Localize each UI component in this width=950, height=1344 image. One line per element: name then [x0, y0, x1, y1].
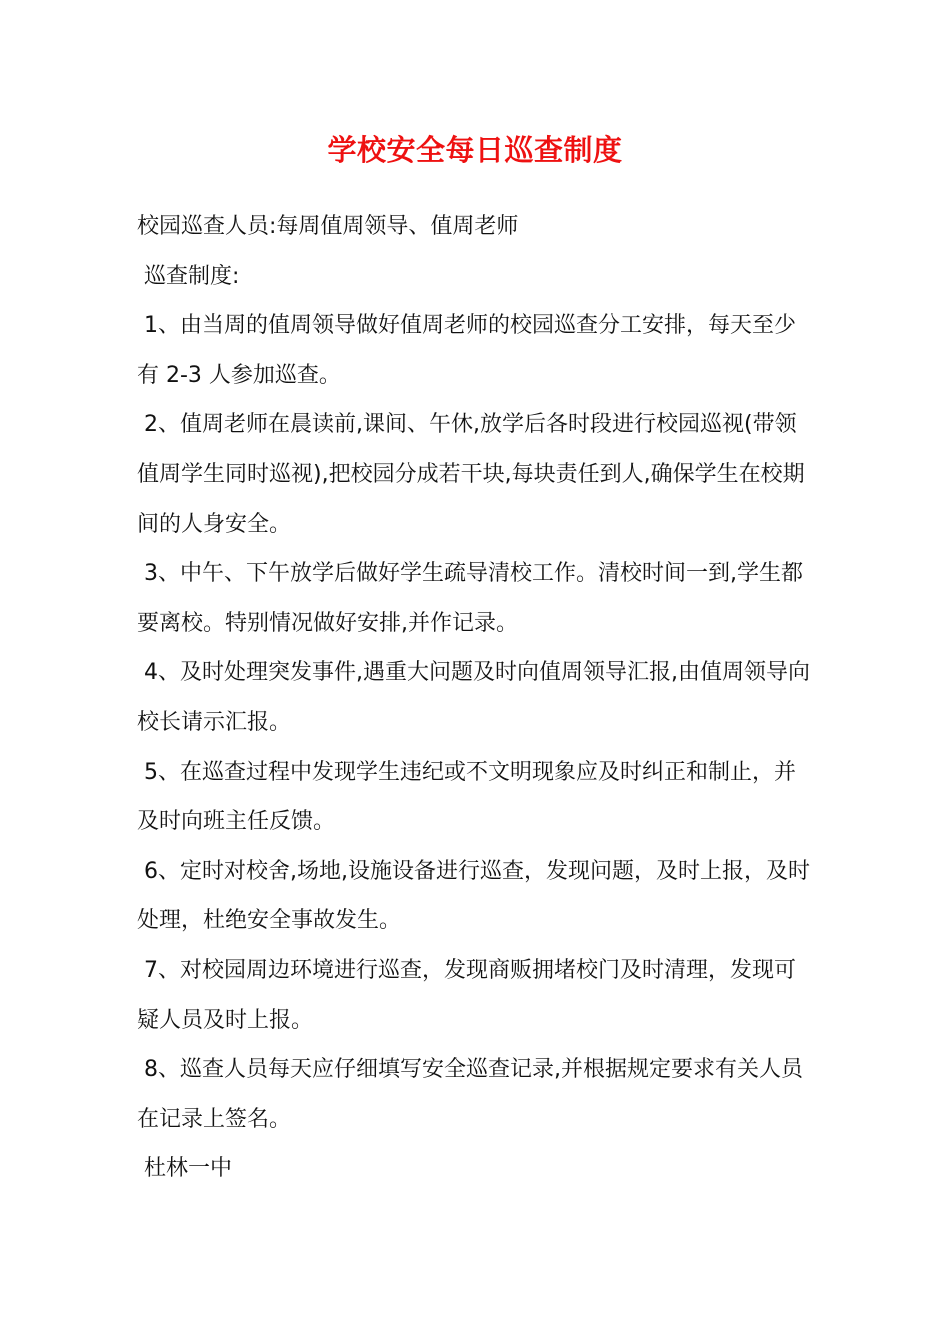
rule-line: 3、中午、下午放学后做好学生疏导清校工作。清校时间一到,学生都 — [144, 561, 803, 587]
rule-line: 及时向班主任反馈。 — [137, 809, 336, 835]
rule-item-3 — [137, 549, 817, 648]
rule-item-7 — [137, 946, 817, 1045]
rule-line: 要离校。特别情况做好安排,并作记录。 — [137, 610, 518, 636]
rule-line: 有 2-3 人参加巡查。 — [137, 362, 341, 388]
patrol-staff-line: 校园巡查人员:每周值周领导、值周老师 — [137, 214, 519, 239]
rule-line: 1、由当周的值周领导做好值周老师的校园巡查分工安排，每天至少 — [144, 313, 796, 339]
rule-item-4 — [137, 648, 817, 747]
rule-line: 6、定时对校舍,场地,设施设备进行巡查，发现问题，及时上报，及时 — [144, 858, 810, 884]
signature: 杜林一中 — [144, 1156, 233, 1182]
rule-item-2 — [137, 400, 817, 549]
rule-line: 2、值周老师在晨读前,课间、午休,放学后各时段进行校园巡视(带领 — [144, 412, 797, 438]
rule-line: 在记录上签名。 — [137, 1106, 292, 1132]
rule-line: 7、对校园周边环境进行巡查，发现商贩拥堵校门及时清理，发现可 — [144, 957, 796, 983]
rule-line: 校长请示汇报。 — [137, 709, 292, 735]
rules-heading: 巡查制度: — [144, 263, 240, 289]
rule-line: 处理，杜绝安全事故发生。 — [137, 908, 402, 934]
rule-line: 5、在巡查过程中发现学生违纪或不文明现象应及时纠正和制止，并 — [144, 759, 796, 785]
rule-line: 值周学生同时巡视),把校园分成若干块,每块责任到人,确保学生在校期 — [137, 461, 805, 487]
rule-item-5 — [137, 748, 817, 847]
rule-line: 4、及时处理突发事件,遇重大问题及时向值周领导汇报,由值周领导向 — [144, 660, 810, 686]
rule-line: 间的人身安全。 — [137, 511, 292, 537]
rule-item-8 — [137, 1045, 817, 1144]
rule-line: 8、巡查人员每天应仔细填写安全巡查记录,并根据规定要求有关人员 — [144, 1057, 803, 1083]
rule-line: 疑人员及时上报。 — [137, 1007, 314, 1033]
document-title: 学校安全每日巡查制度 — [327, 133, 623, 167]
rule-item-6 — [137, 847, 817, 946]
document-body — [137, 202, 817, 1194]
rule-item-1 — [137, 301, 817, 400]
